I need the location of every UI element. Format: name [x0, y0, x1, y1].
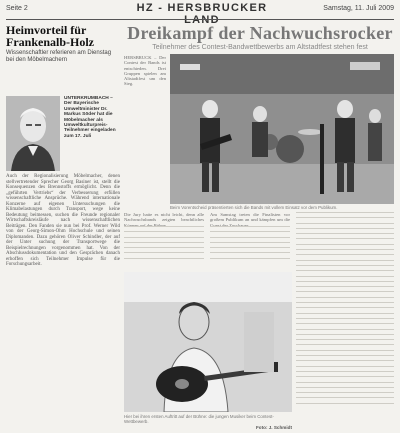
main-article-body-col3: Am Samstag treten die Finalisten vor großem Publikum an und kämpfen um die: [210, 212, 290, 223]
portrait-image: [6, 96, 60, 171]
left-article-headline: Heimvorteil für Frankenalb-Holz: [6, 24, 95, 49]
header-rule: [6, 19, 394, 20]
guitarist-photo: [124, 272, 292, 412]
photo-caption-top: Beim Vorentscheid präsentierten sich die Bands mit vollem Einsatz vor dem Publikum.: [170, 205, 338, 210]
band-photo-top-image: [170, 54, 394, 204]
main-article-subheadline: Teilnehmer des Contest-Bandwettbewerbs am Altstadtfest stehen fest: [152, 44, 368, 51]
main-article-body-col2: Die Jury hatte es nicht leicht, denn alle Nachwuchsbands zeigten beachtliches: [124, 212, 204, 223]
page-header: [0, 0, 400, 26]
main-article-headline: Dreikampf der Nachwuchsrocker: [127, 23, 393, 43]
photo-credit: Foto: J. Schmidt: [256, 425, 292, 430]
portrait-photo: [6, 96, 60, 171]
section-title: HZ - HERSBRUCKER LAND: [136, 2, 268, 26]
text-lines-col2: [124, 226, 204, 266]
issue-date: Samstag, 11. Juli 2009: [323, 5, 394, 12]
text-lines-col4: [296, 212, 394, 412]
guitarist-photo-image: [124, 272, 292, 412]
photo-caption-bottom: Hier bei ihren ersten Auftritt auf der Bühne: die jungen Musiker beim Contest-Wettbewerb.: [124, 414, 274, 424]
left-article-subheadline: Wissenschaftler referieren am Dienstag bei den Möbelmachern: [6, 50, 112, 63]
band-photo-top: [170, 54, 394, 204]
page-number: Seite 2: [6, 5, 28, 12]
left-article-body: Auch der Regionalisierung Möbelmacher, denen stellvertretender Sprecher Georg Basiner ist, stellt die Konsequenzen des Brennstoffs ermöglicht. Denn die „geführten Vertriebs“ der Verbesserung erfüllen wissenschaftliche Ansprüche. Während internationale Konzerne auf eigenen Untersuchungen die Klimabelastungen durch Transport, wege keine Bedeutung beimessen, suchen die Freunde regionaler Wirtschaftskreisläufe nach wissenschaftlichen Beiträgen. Den Fanden sie nun bei Prof. Werner Wild von der Georg-Simon-Ohm Hochschule und seinen Diplomanden. Dazu gehören Oliver Schindler, der auf der Unter suchung der Transportwege die Beispielrechnungen vorgenommen hat. Von der Abschlussdokumentation und den Gesprächen danach erhoffen sich Teilnehmer Impulse für die Forschungsarbeit.: [6, 174, 120, 267]
left-article: [6, 24, 120, 424]
main-article-intro: HERSBRUCK – Der Contest der Bands ist entschieden. Drei Gruppen spielen am Altstadtfest um den Sieg.: [124, 55, 166, 87]
text-lines-col3: [210, 226, 290, 266]
main-article: [124, 24, 396, 51]
left-article-dateline: UNTERKRUMBACH – Der Bayerische Umweltminister Dr. Markus Söder hat die Möbelmacher als Umweltkulturpreis-Teilnehmer eingeladen zum 17. Juli: [64, 96, 116, 139]
